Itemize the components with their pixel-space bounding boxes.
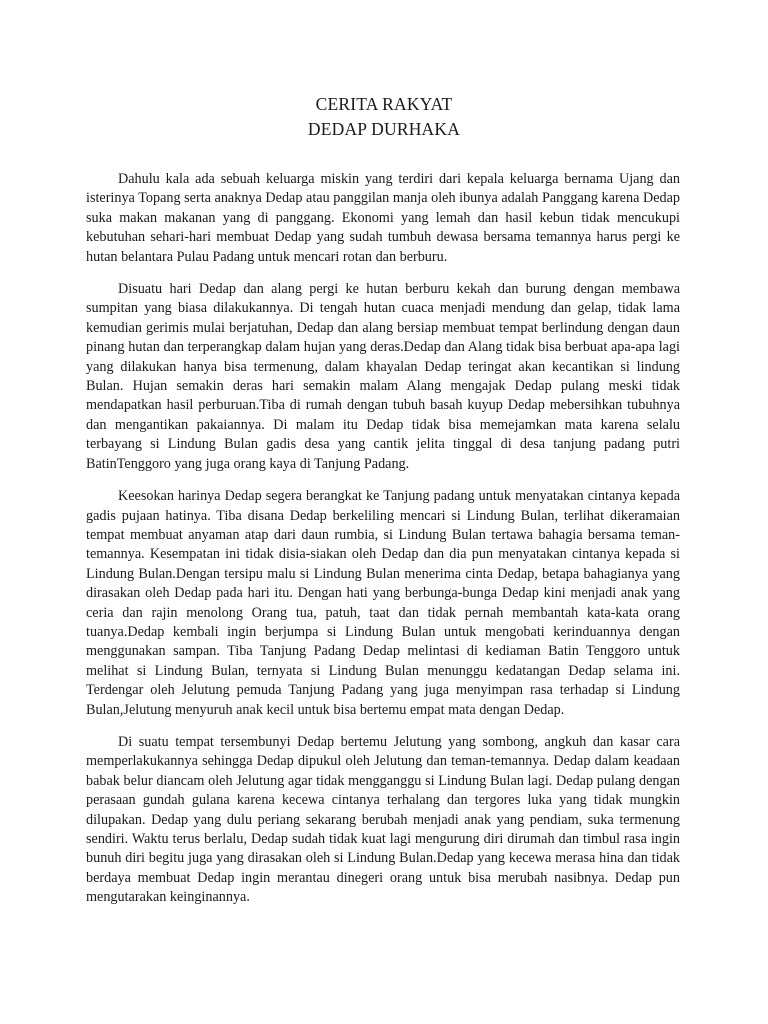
paragraph-1: Dahulu kala ada sebuah keluarga miskin yang terdiri dari kepala keluarga bernama Ujang dan isterinya Topang serta anaknya Dedap atau panggilan manja oleh ibunya adalah Panggang karena Dedap suka makan makanan yang di panggang. Ekonomi yang lemah dan hasil kebun tidak mencukupi kebutuhan sehari-hari membuat Dedap yang sudah tumbuh dewasa bersama temannya harus pergi ke hutan belantara Pulau Padang untuk mencari rotan dan berburu. [86, 171, 680, 265]
paragraph-4: Di suatu tempat tersembunyi Dedap bertemu Jelutung yang sombong, angkuh dan kasar cara memperlakukannya sehingga Dedap dipukul oleh Jelutung dan teman-temannya. Dedap dalam keadaan babak belur diancam oleh Jelutung agar tidak mengganggu si Lindung Bulan lagi. Dedap pulang dengan perasaan gundah gulana karena kecewa cintanya terhalang dan tergores luka yang tidak mungkin dilupakan. Dedap yang dulu periang sekarang berubah menjadi anak yang pendiam, suka termenung sendiri. Waktu terus berlalu, Dedap sudah tidak kuat lagi mengurung diri dirumah dan timbul rasa ingin bunuh diri begitu juga yang dirasakan oleh si Lindung Bulan.Dedap yang kecewa merasa hina dan tidak berdaya membuat Dedap ingin merantau dinegeri orang untuk bisa merubah nasibnya. Dedap pun mengutarakan keinginannya. [86, 733, 680, 906]
paragraph-3: Keesokan harinya Dedap segera berangkat ke Tanjung padang untuk menyatakan cintanya kepada gadis pujaan hatinya. Tiba disana Dedap berkeliling mencari si Lindung Bulan, terlihat dikeramaian tempat membuat anyaman atap dari daun rumbia, si Lindung Bulan tertawa bahagia bersama teman-temannya. Kesempatan ini tidak disia-siakan oleh Dedap dan dia pun menyatakan cintanya kepada si Lindung Bulan.Dengan tersipu malu si Lindung Bulan menerima cinta Dedap, betapa bahagianya yang dirasakan oleh Dedap pada hari itu. Dengan hati yang berbunga-bunga Dedap kini menjadi anak yang ceria dan rajin menolong Orang tua, patuh, taat dan tidak pernah membantah kata-kata orang tuanya.Dedap kembali ingin berjumpa si Lindung Bulan untuk mengobati kerinduannya dengan menggunakan sampan. Tiba Tanjung Padang Dedap melintasi di kediaman Batin Tenggoro untuk melihat si Lindung Bulan, ternyata si Lindung Bulan menunggu kedatangan Dedap selama ini. Terdengar oleh Jelutung pemuda Tanjung Padang yang juga menyimpan rasa terhadap si Lindung Bulan,Jelutung menyuruh anak kecil untuk bisa bertemu empat mata dengan Dedap. [86, 488, 680, 718]
title-line-2: DEDAP DURHAKA [307, 119, 461, 139]
document-body [86, 170, 680, 921]
paragraph-2: Disuatu hari Dedap dan alang pergi ke hutan berburu kekah dan burung dengan membawa sumpitan yang biasa dilakukannya. Di tengah hutan cuaca menjadi mendung dan gelap, tidak lama kemudian gerimis mulai berjatuhan, Dedap dan alang bersiap membuat tempat berlindung dengan daun pinang hutan dan terperangkap dalam hujan yang deras.Dedap dan Alang tidak bisa berbuat apa-apa lagi yang dilakukan hanya bisa termenung, dalam khayalan Dedap teringat akan kecantikan si lindung Bulan. Hujan semakin deras hari semakin malam Alang mengajak Dedap pulang meski tidak mendapatkan hasil perburuan.Tiba di rumah dengan tubuh basah kuyup Dedap mebersihkan tubuhnya dan mengantikan pakaiannya. Di malam itu Dedap tidak bisa memejamkan mata karena selalu terbayang si Lindung Bulan gadis desa yang cantik jelita tinggal di desa tanjung padang putri BatinTenggoro yang juga orang kaya di Tanjung Padang. [86, 281, 680, 472]
title-line-1: CERITA RAKYAT [315, 94, 453, 114]
document-title [0, 92, 768, 142]
